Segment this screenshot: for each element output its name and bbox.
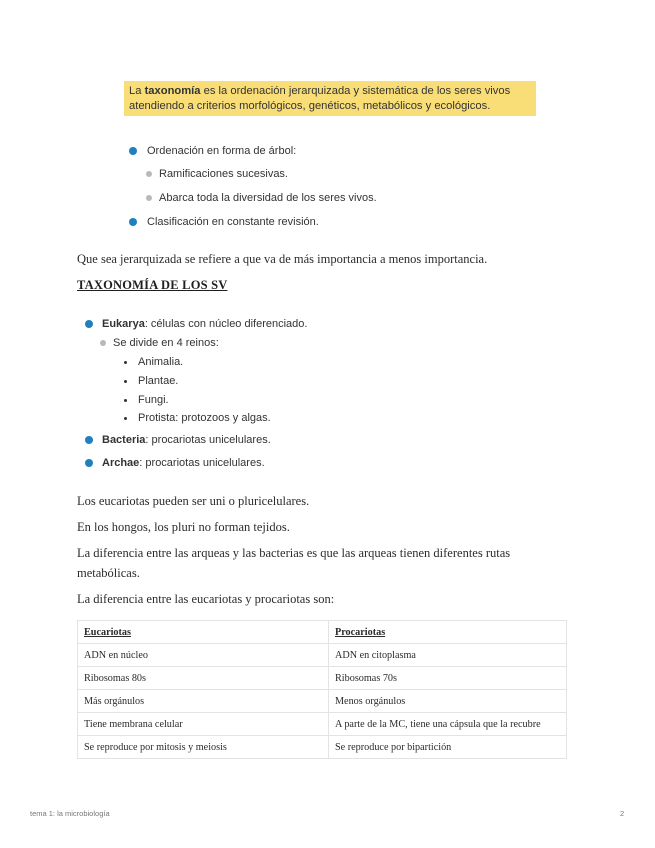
bullet-blue-icon bbox=[129, 218, 137, 226]
bullet-blue-icon bbox=[129, 147, 137, 155]
domain-archae-name: Archae bbox=[102, 457, 140, 469]
table-cell: Tiene membrana celular bbox=[78, 713, 329, 736]
paragraph: En los hongos, los pluri no forman tejidos. bbox=[77, 520, 290, 534]
domain-eukarya bbox=[102, 318, 307, 330]
bullet-small-icon bbox=[124, 361, 127, 364]
table-row bbox=[78, 667, 567, 690]
table-header-row bbox=[78, 621, 567, 644]
domain-bacteria bbox=[102, 434, 271, 446]
table-cell: Se reproduce por mitosis y meiosis bbox=[78, 736, 329, 759]
reino-item: Plantae. bbox=[138, 375, 179, 387]
table-cell: ADN en núcleo bbox=[78, 644, 329, 667]
domain-archae-desc: : procariotas unicelulares. bbox=[139, 457, 265, 469]
table-row bbox=[78, 690, 567, 713]
reino-item: Animalia. bbox=[138, 356, 184, 368]
bullet-blue-icon bbox=[85, 320, 93, 328]
table-cell: Se reproduce por bipartición bbox=[329, 736, 567, 759]
definition-text: es la ordenación jerarquizada y sistemática de los seres vivos atendiendo a criterios morfológicos, genéticos, metabólicos y ecológicos. bbox=[129, 85, 511, 112]
section-heading: TAXONOMÍA DE LOS SV bbox=[77, 278, 228, 292]
domain-bacteria-name: Bacteria bbox=[102, 434, 146, 446]
table-cell: Menos orgánulos bbox=[329, 690, 567, 713]
table-cell: Ribosomas 70s bbox=[329, 667, 567, 690]
reino-item: Protista: protozoos y algas. bbox=[138, 412, 271, 424]
table-cell: A parte de la MC, tiene una cápsula que la recubre bbox=[329, 713, 567, 736]
domain-archae bbox=[102, 457, 265, 469]
paragraph-jerarquizada: Que sea jerarquizada se refiere a que va de más importancia a menos importancia. bbox=[77, 252, 488, 266]
table-row bbox=[78, 736, 567, 759]
paragraph: La diferencia entre las arqueas y las bacterias es que las arqueas tienen diferentes rutas bbox=[77, 546, 511, 560]
table-header: Eucariotas bbox=[78, 621, 329, 644]
bullet-ramificaciones: Ramificaciones sucesivas. bbox=[159, 168, 288, 180]
taxonomy-definition bbox=[124, 81, 536, 116]
table-cell: ADN en citoplasma bbox=[329, 644, 567, 667]
bullet-revision: Clasificación en constante revisión. bbox=[147, 216, 319, 228]
reino-item: Fungi. bbox=[138, 394, 169, 406]
bullet-blue-icon bbox=[85, 436, 93, 444]
bullet-small-icon bbox=[124, 380, 127, 383]
bullet-gray-icon bbox=[146, 195, 152, 201]
bullet-small-icon bbox=[124, 417, 127, 420]
definition-term: taxonomía bbox=[144, 85, 201, 97]
table-header: Procariotas bbox=[329, 621, 567, 644]
comparison-table bbox=[77, 620, 567, 759]
bullet-blue-icon bbox=[85, 459, 93, 467]
paragraph: La diferencia entre las eucariotas y procariotas son: bbox=[77, 592, 335, 606]
bullet-gray-icon bbox=[100, 340, 106, 346]
table-row bbox=[78, 713, 567, 736]
paragraph: metabólicas. bbox=[77, 566, 140, 580]
table-cell: Más orgánulos bbox=[78, 690, 329, 713]
bullet-small-icon bbox=[124, 399, 127, 402]
paragraph: Los eucariotas pueden ser uni o pluricelulares. bbox=[77, 494, 310, 508]
footer-title: tema 1: la microbiología bbox=[30, 809, 110, 818]
domain-eukarya-desc: : células con núcleo diferenciado. bbox=[144, 318, 308, 330]
definition-prefix: La bbox=[129, 85, 145, 97]
bullet-abarca: Abarca toda la diversidad de los seres vivos. bbox=[159, 192, 377, 204]
table-cell: Ribosomas 80s bbox=[78, 667, 329, 690]
bullet-tree-order: Ordenación en forma de árbol: bbox=[147, 145, 297, 157]
table-row bbox=[78, 644, 567, 667]
bullet-gray-icon bbox=[146, 171, 152, 177]
domain-bacteria-desc: : procariotas unicelulares. bbox=[145, 434, 271, 446]
reinos-label: Se divide en 4 reinos: bbox=[113, 337, 219, 349]
page-number: 2 bbox=[620, 809, 625, 818]
domain-eukarya-name: Eukarya bbox=[102, 318, 145, 330]
